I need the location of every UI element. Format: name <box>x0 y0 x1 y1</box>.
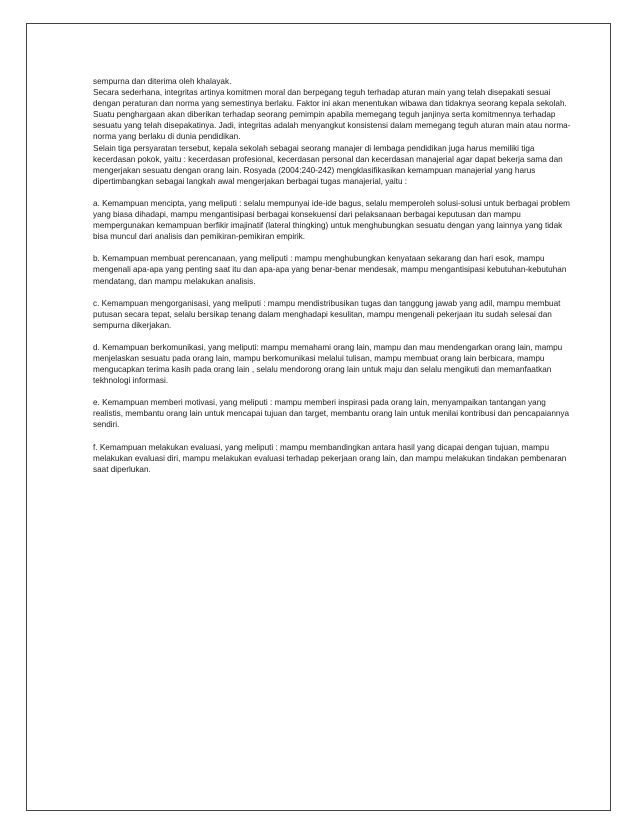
list-item-a: a. Kemampuan mencipta, yang meliputi : selalu mempunyai ide-ide bagus, selalu memperoleh solusi-solusi untuk berbagai problem yang biasa dihadapi, mampu mengantisipasi berbagai konsekuensi dari pelaksanaan berbagai keputusan dan mampu mempergunakan kemampuan berfikir imajinatif (lateral thingking) untuk menghubungkan sesuatu dengan yang lainnya yang tidak bisa muncul dari analisis dan pemikiran-pemikiran empirik. <box>93 198 570 242</box>
intro-paragraph: sempurna dan diterima oleh khalayak. <box>93 77 232 86</box>
list-item-e: e. Kemampuan memberi motivasi, yang meliputi : mampu memberi inspirasi pada orang lain, menyampaikan tantangan yang realistis, membantu orang lain untuk mencapai tujuan dan target, membantu orang lain untuk menilai kontribusi dan pencapaiannya sendiri. <box>93 398 570 430</box>
document-body <box>93 76 578 475</box>
list-item-f: f. Kemampuan melakukan evaluasi, yang meliputi : mampu membandingkan antara hasil yang dicapai dengan tujuan, mampu melakukan evaluasi diri, mampu melakukan evaluasi terhadap pekerjaan orang lain, dan mampu melakukan tindakan pembenaran saat diperlukan. <box>93 442 567 474</box>
document-page <box>26 23 611 811</box>
intro-paragraph: Selain tiga persyaratan tersebut, kepala sekolah sebagai seorang manajer di lembaga pendidikan juga harus memiliki tiga kecerdasan pokok, yaitu : kecerdasan profesional, kecerdasan personal dan kecerdasan manajerial agar dapat bekerja sama dan mengerjakan sesuatu dengan orang lain. Rosyada (2004:240-242) mengklasifikasikan kemampuan manajerial yang harus dipertimbangkan sebagai langkah awal mengerjakan berbagai tugas manajerial, yaitu : <box>93 143 563 186</box>
list-item-d: d. Kemampuan berkomunikasi, yang meliputi: mampu memahami orang lain, mampu dan mau mendengarkan orang lain, mampu menjelaskan sesuatu pada orang lain, mampu berkomunikasi melalui tulisan, mampu membuat orang lain berbicara, mampu mengucapkan terima kasih pada orang lain , selalu mendorong orang lain untuk maju dan selalu mengikuti dan memanfaatkan tekhnologi informasi. <box>93 342 563 386</box>
list-item-b: b. Kemampuan membuat perencanaan, yang meliputi : mampu menghubungkan kenyataan sekarang dan hari esok, mampu mengenali apa-apa yang penting saat itu dan apa-apa yang benar-benar mendesak, mampu mengantisipasi kebutuhan-kebutuhan mendatang, dan mampu melakukan analisis. <box>93 254 567 286</box>
list-item-c: c. Kemampuan mengorganisasi, yang meliputi : mampu mendistribusikan tugas dan tanggung jawab yang adil, mampu membuat putusan secara tepat, selalu bersikap tenang dalam menghadapi kesulitan, mampu mengenali pekerjaan itu sudah selesai dan sempurna dikerjakan. <box>93 298 561 330</box>
intro-paragraph: Suatu penghargaan akan diberikan terhadap seorang pemimpin apabila memegang teguh janjinya serta komitmennya terhadap sesuatu yang telah disepakatinya. Jadi, integritas adalah menyangkut konsistensi dalam memegang teguh aturan main atau norma-norma yang berlaku di dunia pendidikan. <box>93 110 571 142</box>
intro-paragraph: Secara sederhana, integritas artinya komitmen moral dan berpegang teguh terhadap aturan main yang telah disepakati sesuai dengan peraturan dan norma yang semestinya berlaku. Faktor ini akan menentukan wibawa dan tidaknya seorang kepala sekolah. <box>93 88 567 109</box>
